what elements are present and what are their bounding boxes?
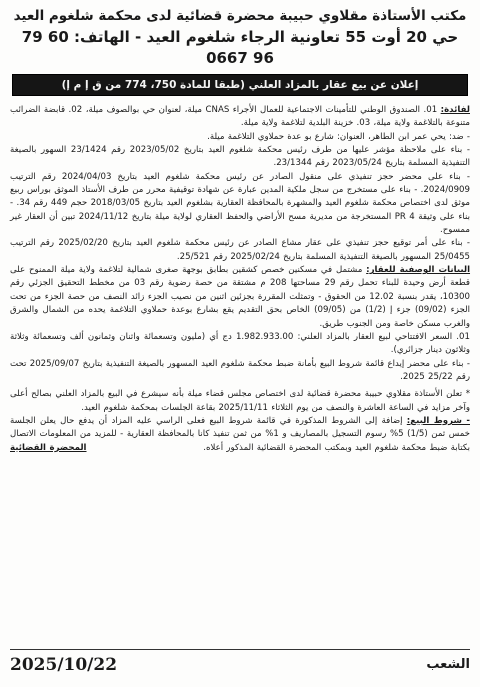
deposit-paragraph: - بناء على محضر إيداع قائمة شروط البيع بأمانة ضبط محكمة شلغوم العيد المسهور بالصيغة التنفيذية بتاريخ 2025/09/07 تحت رقم 25/22 2025. [10, 358, 470, 382]
sale-conditions-paragraph [10, 415, 470, 455]
seizure-paragraph: - بناء على محضر حجز تنفيذي على منقول الصادر عن رئيس محكمة شلغوم العيد بتاريخ 2024/04/03 رقم الترتيب 2024/0909. - بناء على مستخرج من سجل ملكية المدين عبارة عن شهادة توقيفية محرر من طرف الأستاذ الموثق بوراس ربيع موثق لدى اختصاص محكمة شلغوم العيد والمشهرة بالمحافظة العقارية بشلغوم العيد بتاريخ 2018/03/05 حجم 449 رقم 34. - بناء على وثيقة 4 PR المستخرجة من مديرية مسح الأراضي والحفظ العقاري لولاية ميلة بتاريخ 2024/11/12 تبين أن العقار غير ممسوح. [10, 171, 470, 236]
beneficiary-text: 01. الصندوق الوطني للتأمينات الاجتماعية للعمال الأجراء CNAS ميلة، لعنوان حي بوالصوف ميلة، 02. قابضة الضرائب متنوعة بالتلاغمة ولاية ميلة، 03. خزينة البلدية لتلاغمة ولاية ميلة. [10, 105, 470, 129]
beneficiary-label: لفائدة: [440, 105, 470, 115]
office-address-phone: حي 20 أوت 55 تعاونية الرجاء شلغوم العيد - الهاتف: 60 79 96 0667 [21, 28, 459, 67]
property-description-text: مشتمل في مسكنين خصص كشقين بطابق بوجهة صغرى شمالية لتلاغمة ولاية ميلة الممنوح على قطعة أرض وحيدة للبناء تحمل رقم 29 مساحتها 208 م مشتقة من حصة رضوية رقم 03 من مخطط التحقيق الجزئي رقم 10300، يقدر بنسبة 12.02 من الحقوق - وتمثلت المقررة بجزئين اثنين من نصيب الجزء زائد النصف من حصة الجزء من تحت الجزء (09/02) جزء إ (1/2) من (09/05) الخاص بحق التقديم يقع بشارع بوعدة حملاوي التلاغمة يحده من الشمال والشرق والغرب مسكن خاصة ومن الجنوب طريق. [10, 265, 471, 329]
auction-date-paragraph: * تعلن الأستاذة مقلاوي حبيبة محضرة قضائية لدى اختصاص مجلس قضاء ميلة بأنه سيشرع في البيع بالمزاد العلني بصالح أعلى وآخر مزايد في الساعة العاشرة والنصف من يوم الثلاثاء 2025/11/11 بقاعة الجلسات بمحكمة شلغوم العيد. [10, 389, 470, 413]
publication-footer [10, 649, 470, 679]
opening-price-paragraph: 01. السعر الافتتاحي لبيع العقار بالمزاد العلني: 1.982.933.00 دج أي (مليون وتسعمائة واثنان وثمانون ألف وتسعمائة وثلاثة وثلاثون دينار جزائري). [10, 331, 470, 356]
debtor-paragraph: - ضد: يحي عمر ابن الطاهر، العنوان: شارع بو عدة حملاوي التلاغمة ميلة. [207, 131, 470, 142]
sale-conditions-label: - شروط البيع: [406, 415, 470, 426]
announcement-body [10, 104, 470, 455]
seizure-order-paragraph: - بناء على أمر توقيع حجز تنفيذي على عقار مشاع الصادر عن رئيس محكمة شلغوم العيد بتاريخ 2025/02/20 رقم الترتيب 25/0455 المسهور بالصيغة التنفيذية المسلمة بتاريخ 2025/02/24 رقم 25/521. [10, 238, 470, 262]
sale-banner: إعلان عن بيع عقار بالمزاد العلني (طبقا للمادة 750، 774 من ق إ م إ) [12, 74, 468, 96]
newspaper-name: الشعب [426, 657, 470, 672]
bailiff-header [10, 0, 470, 69]
order-paragraph: - بناء على ملاحظة مؤشر عليها من طرف رئيس محكمة شلغوم العيد بتاريخ 2023/05/02 رقم 23/1424 السهور بالصيغة التنفيذية المسلمة بتاريخ 2023/05/24 رقم 23/1344. [10, 145, 470, 169]
property-description-paragraph [10, 264, 470, 331]
sale-conditions-text: إضافة إلى الشروط المذكورة في قائمة شروط البيع فعلى الراسي عليه المزاد أن يدفع حال يعلن الجلسة خمس ثمن (1/5) 5% رسوم التسجيل بالمصاريف و 1% من ثمن تنفيذ كانا بالمحافظة العقارية - للمزيد من المعلومات الاتصال بكتابة ضبط محكمة شلغوم العيد وبمكتب المحضرة القضائية المذكور أعلاه. [10, 415, 470, 453]
beneficiary-paragraph [10, 104, 470, 131]
publication-date: 2025/10/22 [10, 654, 118, 675]
property-description-label: البيانات الوصفية للعقار: [366, 265, 471, 276]
office-title: مكتب الأستاذة مقلاوي حبيبة محضرة قضائية لدى محكمة شلغوم العيد [13, 8, 467, 24]
signature: المحضرة القضائية [10, 442, 87, 453]
